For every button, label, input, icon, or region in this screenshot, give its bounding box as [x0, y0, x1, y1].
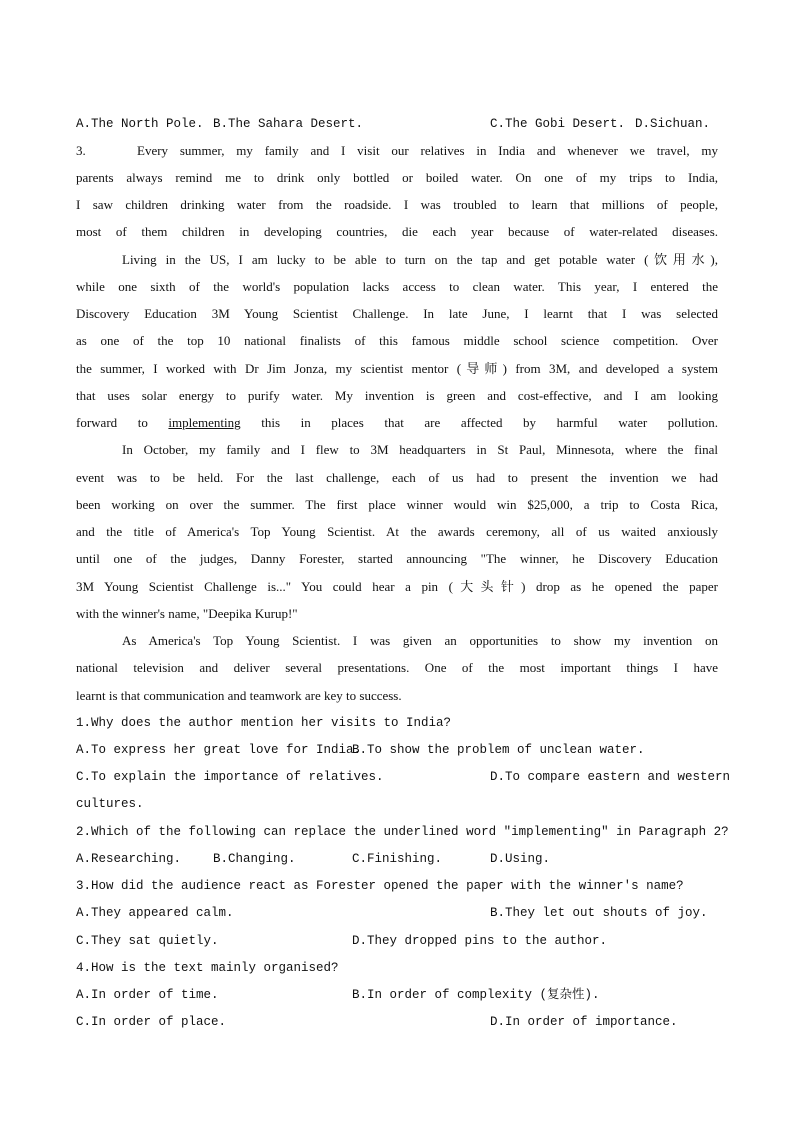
passage-number: 3.	[76, 143, 86, 158]
option-b: B.The Sahara Desert.	[213, 117, 364, 131]
option-d: D.They dropped pins to the author.	[352, 934, 608, 948]
passage-line: until one of the judges, Danny Forester, started announcing "The winner, he Discovery Education	[76, 551, 718, 566]
question-stem: 4.How is the text mainly organised?	[76, 961, 339, 975]
passage-line: while one sixth of the world's population lacks access to clean water. This year, I entered the	[76, 279, 718, 294]
passage-line: parents always remind me to drink only bottled or boiled water. On one of my trips to India,	[76, 170, 718, 185]
options-row	[76, 767, 731, 787]
passage-line: as one of the top 10 national finalists of this famous middle school science competition. Over	[76, 333, 718, 348]
option-c: C.Finishing.	[352, 852, 443, 866]
prev-question-options	[76, 114, 718, 134]
passage-text: forward to	[76, 415, 148, 430]
option-c: C.The Gobi Desert.	[490, 117, 626, 131]
passage-line: that uses solar energy to purify water. My invention is green and cost-effective, and I am looking	[76, 388, 718, 403]
passage-line: In October, my family and I flew to 3M headquarters in St Paul, Minnesota, where the final	[122, 442, 718, 457]
options-row	[76, 849, 718, 869]
options-row	[76, 740, 718, 760]
passage-line: 3M Young Scientist Challenge is..." You could hear a pin (大头针) drop as he opened the paper	[76, 579, 718, 594]
option-a: A.To express her great love for India.	[76, 743, 362, 757]
passage-line: learnt is that communication and teamwork are key to success.	[76, 688, 402, 703]
passage-line: national television and deliver several presentations. One of the most important things I have	[76, 660, 718, 675]
option-d: D.Using.	[490, 852, 551, 866]
option-b: B.In order of complexity (复杂性).	[352, 988, 600, 1002]
options-row	[76, 931, 718, 951]
option-a: A.In order of time.	[76, 988, 219, 1002]
passage-line	[76, 413, 718, 433]
passage-line: Discovery Education 3M Young Scientist Challenge. In late June, I learnt that I was selected	[76, 306, 718, 321]
option-c: C.They sat quietly.	[76, 934, 219, 948]
option-c: C.In order of place.	[76, 1015, 227, 1029]
option-b: B.Changing.	[213, 852, 296, 866]
passage-line: with the winner's name, "Deepika Kurup!"	[76, 606, 298, 621]
option-d: D.To compare eastern and western	[490, 770, 731, 784]
passage-line	[76, 141, 718, 161]
passage-line: As America's Top Young Scientist. I was given an opportunities to show my invention on	[122, 633, 718, 648]
option-b: B.They let out shouts of joy.	[490, 906, 708, 920]
passage-line: the summer, I worked with Dr Jim Jonza, my scientist mentor (导师) from 3M, and developed a system	[76, 361, 718, 376]
question-stem: 2.Which of the following can replace the underlined word "implementing" in Paragraph 2?	[76, 825, 729, 839]
passage-line: most of them children in developing countries, die each year because of water-related diseases.	[76, 224, 718, 239]
options-row	[76, 1012, 718, 1032]
options-row	[76, 985, 718, 1005]
option-b: B.To show the problem of unclean water.	[352, 743, 645, 757]
passage-text: this in places that are affected by harmful water pollution.	[261, 415, 718, 430]
underlined-word: implementing	[168, 415, 241, 430]
passage-line: Living in the US, I am lucky to be able to turn on the tap and get potable water (饮用水),	[122, 252, 718, 267]
option-a: A.They appeared calm.	[76, 906, 234, 920]
option-d: D.Sichuan.	[635, 117, 711, 131]
option-c: C.To explain the importance of relatives.	[76, 770, 384, 784]
question-stem: 3.How did the audience react as Forester opened the paper with the winner's name?	[76, 879, 684, 893]
option-a: A.The North Pole.	[76, 117, 204, 131]
passage-text: Every summer, my family and I visit our relatives in India and whenever we travel, my	[137, 143, 718, 158]
passage-line: and the title of America's Top Young Scientist. At the awards ceremony, all of us waited anxiously	[76, 524, 718, 539]
options-row	[76, 903, 718, 923]
option-d-continued: cultures.	[76, 797, 144, 811]
passage-line: been working on over the summer. The first place winner would win $25,000, a trip to Costa Rica,	[76, 497, 718, 512]
question-stem: 1.Why does the author mention her visits to India?	[76, 716, 452, 730]
option-a: A.Researching.	[76, 852, 182, 866]
option-d: D.In order of importance.	[490, 1015, 678, 1029]
passage-line: I saw children drinking water from the roadside. I was troubled to learn that millions of people,	[76, 197, 718, 212]
passage-line: event was to be held. For the last challenge, each of us had to present the invention we had	[76, 470, 718, 485]
